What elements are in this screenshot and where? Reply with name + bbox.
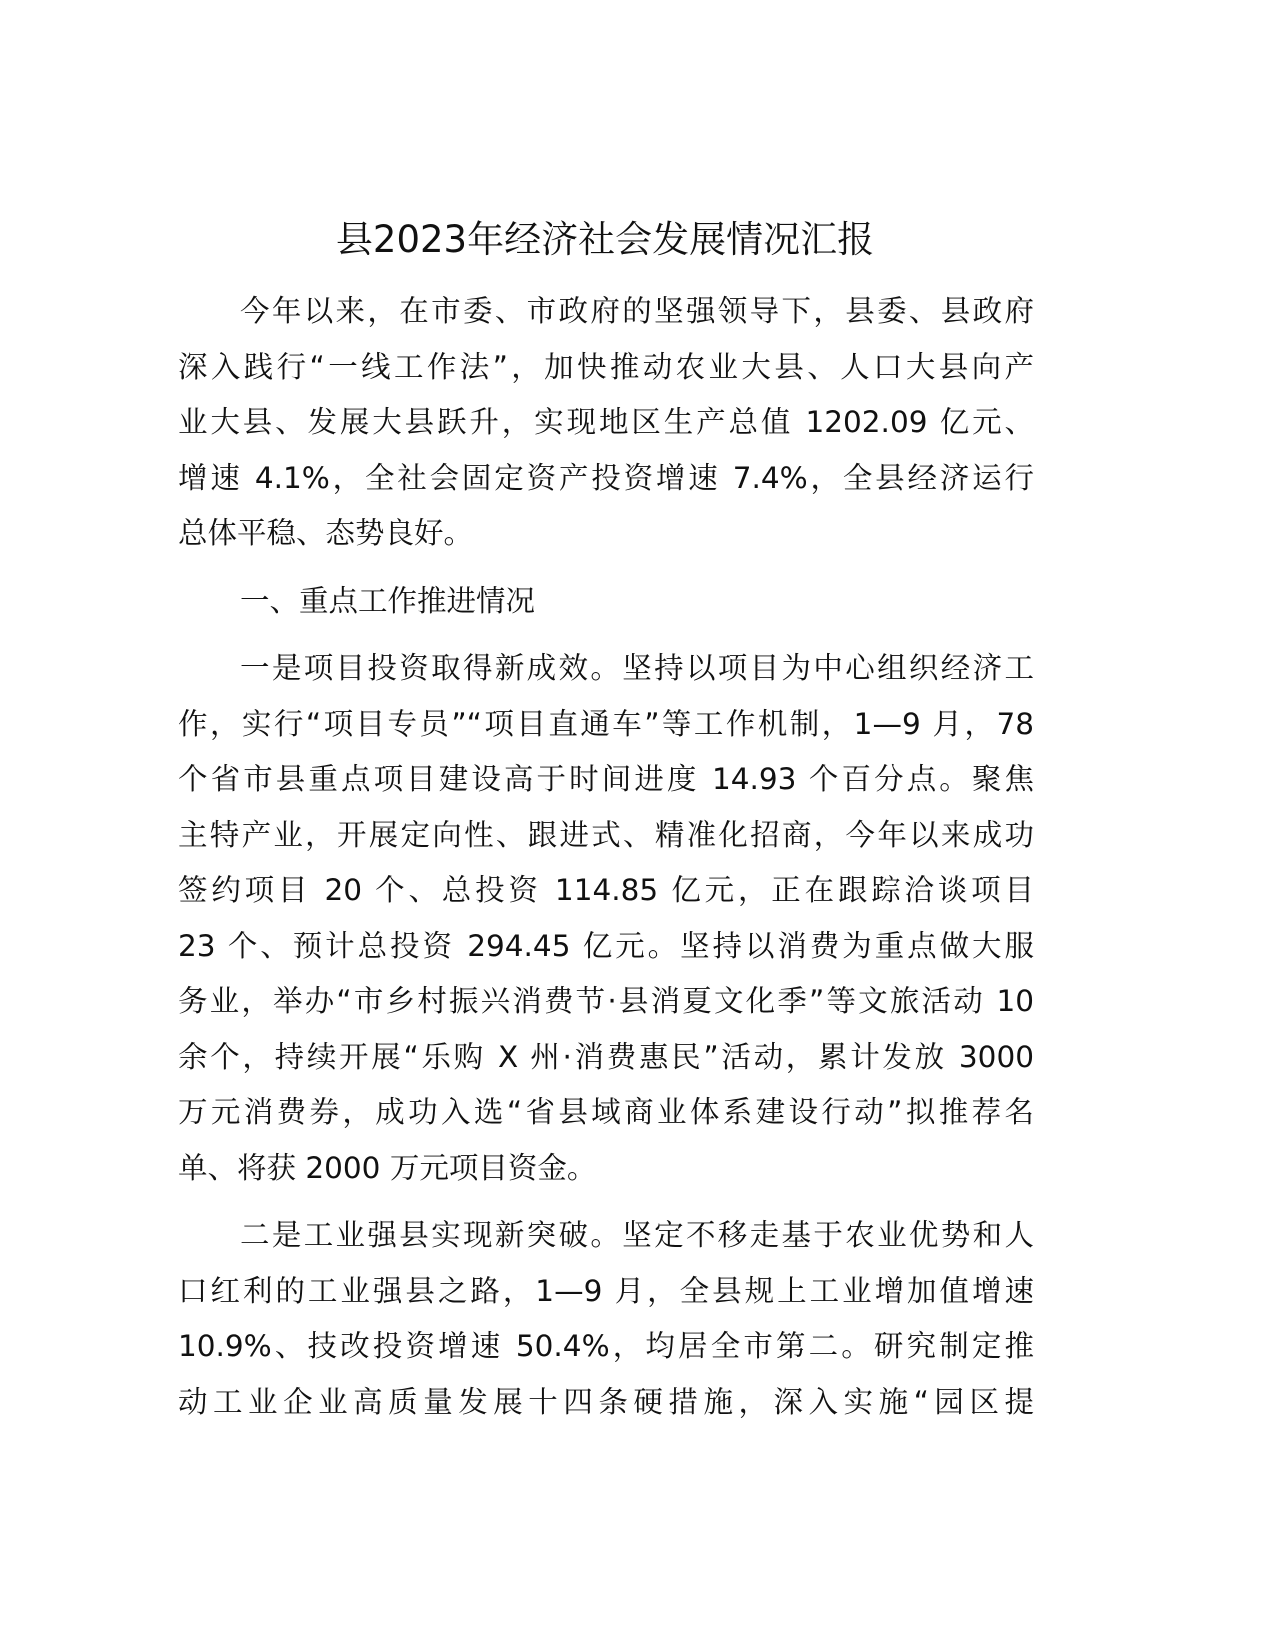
text-line: 一是项目投资取得新成效。坚持以项目为中心组织经济工	[240, 651, 1034, 685]
text-line: 一、重点工作推进情况	[240, 583, 536, 618]
text-line: 个省市县重点项目建设高于时间进度 14.93 个百分点。聚焦	[178, 762, 1034, 796]
section-heading	[178, 574, 1034, 630]
text-line: 万元消费券，成功入选“省县域商业体系建设行动”拟推荐名	[178, 1095, 1034, 1129]
text-line: 今年以来，在市委、市政府的坚强领导下，县委、县政府	[240, 294, 1034, 328]
text-line: 主特产业，开展定向性、跟进式、精准化招商，今年以来成功	[178, 817, 1034, 852]
text-line: 单、将获 2000 万元项目资金。	[178, 1150, 597, 1185]
document-title: 县2023年经济社会发展情况汇报	[335, 218, 875, 261]
paragraph	[178, 641, 1034, 1196]
text-line: 10.9%、技改投资增速 50.4%，均居全市第二。研究制定推	[178, 1329, 1034, 1363]
text-line: 余个，持续开展“乐购 X 州·消费惠民”活动，累计发放 3000	[178, 1039, 1034, 1074]
text-line: 23 个、预计总投资 294.45 亿元。坚持以消费为重点做大服	[178, 928, 1034, 963]
text-line: 签约项目 20 个、总投资 114.85 亿元，正在跟踪洽谈项目	[178, 873, 1034, 907]
text-line: 深入践行“一线工作法”，加快推动农业大县、人口大县向产	[178, 349, 1034, 384]
text-line: 总体平稳、态势良好。	[178, 516, 474, 550]
text-line: 业大县、发展大县跃升，实现地区生产总值 1202.09 亿元、	[178, 405, 1034, 439]
paragraph	[178, 1208, 1034, 1430]
text-line: 务业，举办“市乡村振兴消费节·县消夏文化季”等文旅活动 10	[178, 984, 1034, 1018]
text-line: 作，实行“项目专员”“项目直通车”等工作机制，1—9 月，78	[178, 706, 1034, 741]
paragraph	[178, 284, 1034, 562]
text-line: 增速 4.1%，全社会固定资产投资增速 7.4%，全县经济运行	[178, 460, 1034, 495]
document-body	[178, 284, 1034, 1442]
text-line: 口红利的工业强县之路，1—9 月，全县规上工业增加值增速	[178, 1273, 1034, 1308]
text-line: 二是工业强县实现新突破。坚定不移走基于农业优势和人	[240, 1218, 1034, 1252]
text-line: 动工业企业高质量发展十四条硬措施，深入实施“园区提	[178, 1384, 1034, 1419]
